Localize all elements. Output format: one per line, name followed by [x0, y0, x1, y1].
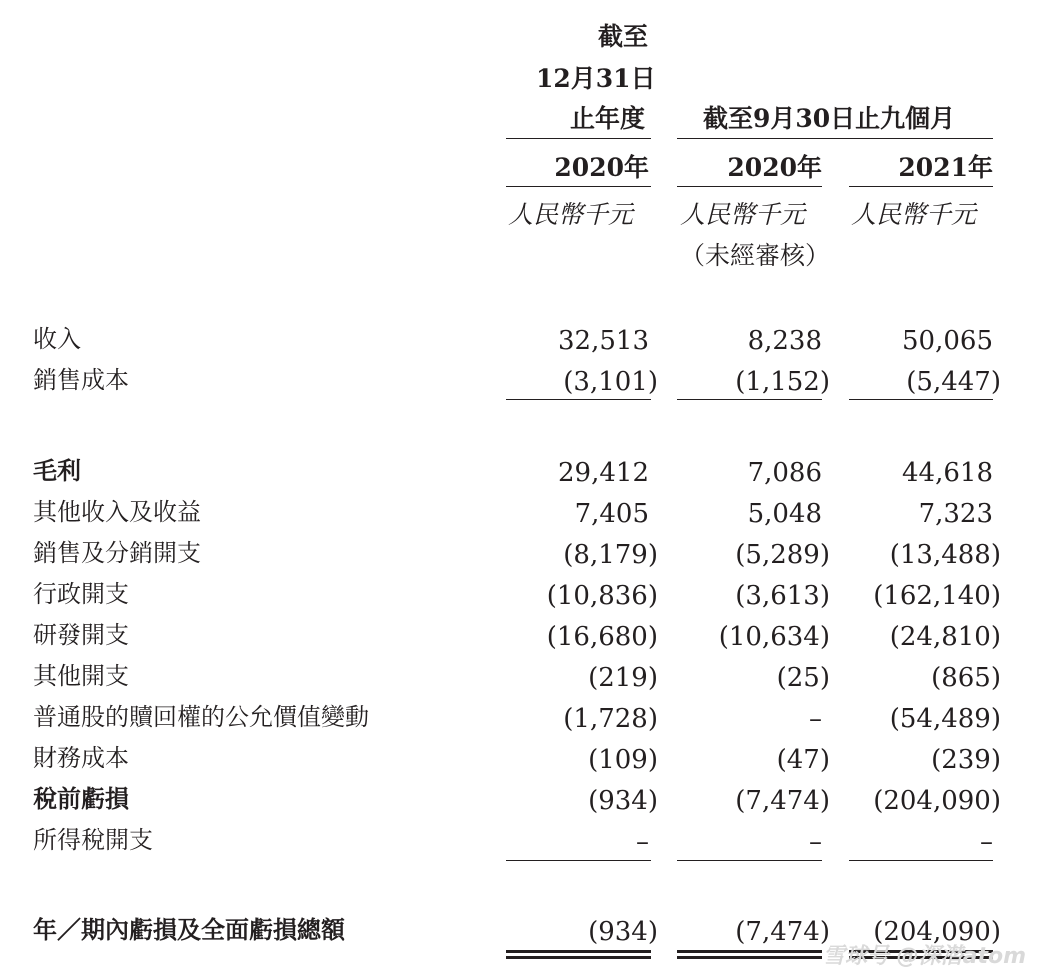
year-rule-col2	[677, 186, 822, 187]
row-value: 44,618	[902, 458, 993, 488]
row-value: (47)	[776, 745, 830, 775]
row-value: 5,048	[747, 499, 822, 529]
header-col1-line2: 12月31日	[536, 64, 656, 93]
total-rule-col1	[506, 860, 651, 861]
total-rule-col3	[849, 860, 993, 861]
row-label-finance-costs: 財務成本	[33, 744, 129, 772]
row-value: (3,101)	[563, 367, 658, 397]
row-label-loss-before-tax: 稅前虧損	[33, 785, 129, 813]
header-group-title: 截至9月30日止九個月	[703, 104, 956, 133]
row-label-other-expenses: 其他開支	[33, 662, 129, 690]
row-value: (1,152)	[735, 367, 830, 397]
year-rule-col3	[849, 186, 993, 187]
subtotal-rule-col3	[849, 399, 993, 400]
row-value: (239)	[931, 745, 1001, 775]
row-value: (10,634)	[718, 622, 830, 652]
row-value: –	[980, 827, 993, 857]
row-value: (25)	[776, 663, 830, 693]
row-value: (934)	[588, 786, 658, 816]
row-value: (204,090)	[873, 917, 1001, 947]
unaudited-note: （未經審核）	[680, 241, 831, 270]
row-value: (10,836)	[546, 581, 658, 611]
row-label-other-income: 其他收入及收益	[33, 498, 201, 526]
row-label-total-loss: 年／期內虧損及全面虧損總額	[33, 916, 345, 944]
row-value: 8,238	[747, 326, 822, 356]
watermark: 雪球号 @深潜atom	[822, 944, 1026, 969]
row-label-income-tax: 所得稅開支	[33, 826, 153, 854]
row-value: (3,613)	[735, 581, 830, 611]
row-value: 29,412	[558, 458, 649, 488]
header-rule-col1	[506, 138, 651, 139]
row-value: (16,680)	[546, 622, 658, 652]
unit-col3: 人民幣千元	[851, 200, 977, 229]
year-col2: 2020年	[727, 153, 822, 182]
header-rule-group	[677, 138, 993, 139]
row-label-admin-expenses: 行政開支	[33, 580, 129, 608]
row-value: (109)	[588, 745, 658, 775]
row-value: 7,323	[918, 499, 993, 529]
header-col1-line3: 止年度	[570, 104, 646, 133]
row-value: (24,810)	[889, 622, 1001, 652]
unit-col2: 人民幣千元	[680, 200, 806, 229]
row-value: (219)	[588, 663, 658, 693]
header-col1-line1: 截至	[598, 22, 649, 51]
row-value: (7,474)	[735, 786, 830, 816]
row-value: (13,488)	[889, 540, 1001, 570]
row-value: (204,090)	[873, 786, 1001, 816]
row-label-rd-expenses: 研發開支	[33, 621, 129, 649]
row-value: –	[636, 827, 649, 857]
double-rule-col2	[677, 950, 822, 959]
row-value: (5,289)	[735, 540, 830, 570]
subtotal-rule-col2	[677, 399, 822, 400]
row-label-selling-expenses: 銷售及分銷開支	[33, 539, 201, 567]
row-value: (934)	[588, 917, 658, 947]
row-value: (5,447)	[906, 367, 1001, 397]
row-value: (1,728)	[563, 704, 658, 734]
subtotal-rule-col1	[506, 399, 651, 400]
row-label-revenue: 收入	[33, 325, 81, 353]
row-value: (8,179)	[563, 540, 658, 570]
row-value: 7,086	[747, 458, 822, 488]
row-value: –	[809, 827, 822, 857]
year-rule-col1	[506, 186, 651, 187]
row-value: –	[809, 704, 822, 734]
total-rule-col2	[677, 860, 822, 861]
year-col1: 2020年	[554, 153, 649, 182]
year-col3: 2021年	[898, 153, 993, 182]
row-label-cost-of-sales: 銷售成本	[33, 366, 129, 394]
row-value: (162,140)	[873, 581, 1001, 611]
unit-col1: 人民幣千元	[508, 200, 634, 229]
row-value: 7,405	[574, 499, 649, 529]
row-value: (865)	[931, 663, 1001, 693]
double-rule-col1	[506, 950, 651, 959]
row-value: 32,513	[558, 326, 649, 356]
row-label-fair-value-change: 普通股的贖回權的公允價值變動	[33, 703, 369, 731]
row-value: (54,489)	[889, 704, 1001, 734]
row-value: 50,065	[902, 326, 993, 356]
row-label-gross-profit: 毛利	[33, 457, 81, 485]
row-value: (7,474)	[735, 917, 830, 947]
